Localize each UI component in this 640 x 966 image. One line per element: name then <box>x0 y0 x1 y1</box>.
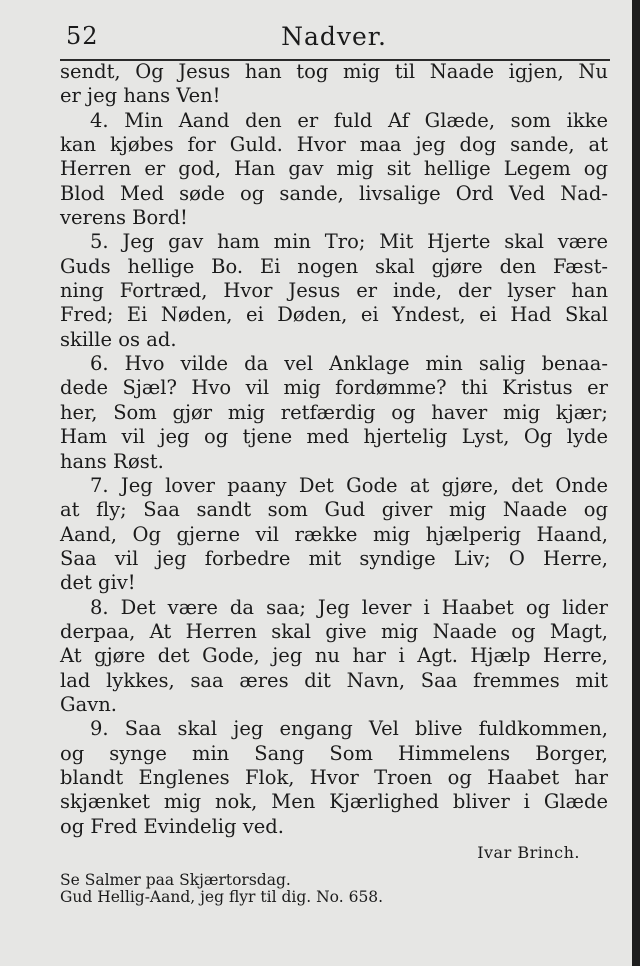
hymn-text <box>60 60 608 839</box>
page-header <box>58 18 610 58</box>
text-line: her, Som gjør mig retfærdig og haver mig kjær; <box>60 400 608 424</box>
text-line: Guds hellige Bo. Ei nogen skal gjøre den Fæst- <box>60 254 608 278</box>
text-line: og synge min Sang Som Himmelens Borger, <box>60 741 608 765</box>
verse-start-line: 5. Jeg gav ham min Tro; Mit Hjerte skal være <box>90 230 608 254</box>
text-line: skille os ad. <box>60 327 177 351</box>
text-line: verens Bord! <box>60 206 188 230</box>
text-line: skjænket mig nok, Men Kjærlighed bliver i Glæde <box>60 790 608 814</box>
text-line: Fred; Ei Nøden, ei Døden, ei Yndest, ei Had Skal <box>60 303 608 327</box>
text-line: ning Fortræd, Hvor Jesus er inde, der lyser han <box>60 279 608 303</box>
text-line: hans Røst. <box>60 449 164 473</box>
verse-start-line: 6. Hvo vilde da vel Anklage min salig benaa- <box>90 352 608 376</box>
cross-references <box>60 872 580 906</box>
text-line: blandt Englenes Flok, Hvor Troen og Haabet har <box>60 765 608 789</box>
running-title: Nadver. <box>281 22 387 51</box>
text-line: og Fred Evindelig ved. <box>60 814 284 838</box>
text-line: sendt, Og Jesus han tog mig til Naade igjen, Nu <box>60 60 608 83</box>
text-line: Ham vil jeg og tjene med hjertelig Lyst, Og lyde <box>60 425 608 449</box>
verse-start-line: 8. Det være da saa; Jeg lever i Haabet og lider <box>90 595 608 619</box>
reference-line: Gud Hellig-Aand, jeg flyr til dig. No. 658. <box>60 888 384 906</box>
text-line: at fly; Saa sandt som Gud giver mig Naade og <box>60 498 608 522</box>
text-line: Blod Med søde og sande, livsalige Ord Ved Nad- <box>60 181 608 205</box>
page-edge-shadow <box>632 0 640 966</box>
verse-start-line: 7. Jeg lover paany Det Gode at gjøre, det Onde <box>90 473 608 497</box>
text-line: Saa vil jeg forbedre mit syndige Liv; O Herre, <box>60 546 608 570</box>
text-line: Aand, Og gjerne vil række mig hjælperig Haand, <box>60 522 608 546</box>
text-line: Herren er god, Han gav mig sit hellige Legem og <box>60 157 608 181</box>
text-line: det giv! <box>60 571 136 595</box>
text-line: derpaa, At Herren skal give mig Naade og Magt, <box>60 619 608 643</box>
reference-line: Se Salmer paa Skjærtorsdag. <box>60 871 291 889</box>
text-line: kan kjøbes for Guld. Hvor maa jeg dog sande, at <box>60 133 608 157</box>
text-line: lad lykkes, saa æres dit Navn, Saa fremmes mit <box>60 668 608 692</box>
page-number: 52 <box>66 22 99 50</box>
author-signature: Ivar Brinch. <box>477 843 580 862</box>
verse-start-line: 4. Min Aand den er fuld Af Glæde, som ikke <box>90 108 608 132</box>
text-line: dede Sjæl? Hvo vil mig fordømme? thi Kristus er <box>60 376 608 400</box>
text-line: Gavn. <box>60 692 117 716</box>
verse-start-line: 9. Saa skal jeg engang Vel blive fuldkommen, <box>90 717 608 741</box>
text-line: At gjøre det Gode, jeg nu har i Agt. Hjælp Herre, <box>60 644 608 668</box>
text-line: er jeg hans Ven! <box>60 84 221 108</box>
